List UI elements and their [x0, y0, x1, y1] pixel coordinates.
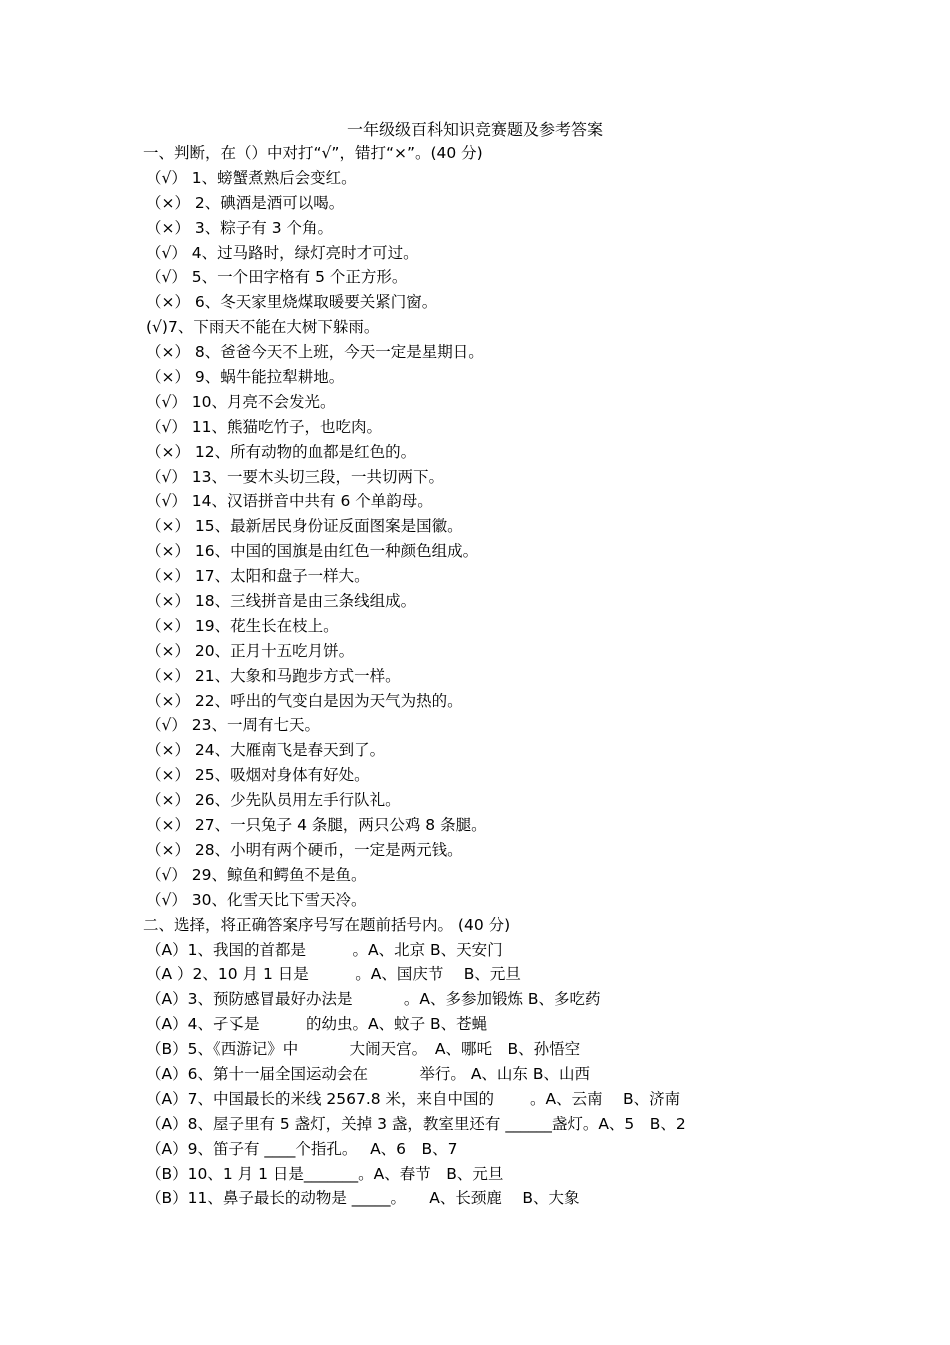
- judge-item-17: （×） 17、太阳和盘子一样大。: [146, 567, 370, 586]
- judge-item-24: （×） 24、大雁南飞是春天到了。: [146, 741, 386, 760]
- judge-item-12: （×） 12、所有动物的血都是红色的。: [146, 442, 417, 461]
- judge-item-14: （√） 14、汉语拼音中共有 6 个单韵母。: [146, 492, 433, 511]
- choice-item-8: （A）8、屋子里有 5 盏灯，关掉 3 盏，教室里还有 ______盏灯。A、5 B、2: [146, 1114, 686, 1133]
- judge-item-8: （×） 8、爸爸今天不上班，今天一定是星期日。: [146, 343, 484, 362]
- judge-item-7: (√)7、下雨天不能在大树下躲雨。: [146, 318, 380, 337]
- choice-item-2: （A ）2、10 月 1 日是 。A、国庆节 B、元旦: [146, 965, 521, 984]
- judge-item-13: （√） 13、一要木头切三段，一共切两下。: [146, 467, 445, 486]
- judge-item-22: （×） 22、呼出的气变白是因为天气为热的。: [146, 691, 463, 710]
- judge-item-30: （√） 30、化雪天比下雪天冷。: [146, 890, 367, 909]
- choice-item-9: （A）9、笛子有 ____个指孔。 A、6 B、7: [146, 1139, 458, 1158]
- judge-item-9: （×） 9、蜗牛能拉犁耕地。: [146, 368, 345, 387]
- judge-item-3: （×） 3、粽子有 3 个角。: [146, 218, 333, 237]
- question-list: [143, 141, 926, 1211]
- judge-item-21: （×） 21、大象和马跑步方式一样。: [146, 666, 401, 685]
- choice-item-1: （A）1、我国的首都是 。A、北京 B、天安门: [146, 940, 503, 959]
- judge-item-18: （×） 18、三线拼音是由三条线组成。: [146, 592, 417, 611]
- judge-item-25: （×） 25、吸烟对身体有好处。: [146, 766, 370, 785]
- judge-item-6: （×） 6、冬天家里烧煤取暖要关紧门窗。: [146, 293, 438, 312]
- judge-item-28: （×） 28、小明有两个硬币，一定是两元钱。: [146, 840, 463, 859]
- judge-item-29: （√） 29、鲸鱼和鳄鱼不是鱼。: [146, 865, 367, 884]
- section-two-heading: 二、选择，将正确答案序号写在题前括号内。 (40 分): [143, 915, 511, 934]
- choice-item-10: （B）10、1 月 1 日是_______。A、春节 B、元旦: [146, 1164, 504, 1183]
- judge-item-1: （√） 1、螃蟹煮熟后会变红。: [146, 168, 357, 187]
- judge-item-11: （√） 11、熊猫吃竹子，也吃肉。: [146, 417, 383, 436]
- document-title: 一年级级百科知识竞赛题及参考答案: [346, 120, 603, 139]
- judge-item-19: （×） 19、花生长在枝上。: [146, 616, 339, 635]
- judge-item-26: （×） 26、少先队员用左手行队礼。: [146, 791, 401, 810]
- choice-item-7: （A）7、中国最长的米线 2567.8 米，来自中国的 。A、云南 B、济南: [146, 1089, 681, 1108]
- choice-item-3: （A）3、预防感冒最好办法是 。A、多参加锻炼 B、多吃药: [146, 990, 601, 1009]
- choice-item-4: （A）4、孑孓是 的幼虫。A、蚊子 B、苍蝇: [146, 1015, 488, 1034]
- judge-item-4: （√） 4、过马路时，绿灯亮时才可过。: [146, 243, 419, 262]
- choice-item-5: （B）5、《西游记》中 大闹天宫。 A、哪吒 B、孙悟空: [146, 1040, 581, 1059]
- judge-item-15: （×） 15、最新居民身份证反面图案是国徽。: [146, 517, 463, 536]
- judge-item-5: （√） 5、一个田字格有 5 个正方形。: [146, 268, 408, 287]
- judge-item-10: （√） 10、月亮不会发光。: [146, 392, 336, 411]
- judge-item-23: （√） 23、一周有七天。: [146, 716, 321, 735]
- section-one-heading: 一、判断，在（）中对打“√”，错打“×”。(40 分): [143, 144, 483, 162]
- judge-item-16: （×） 16、中国的国旗是由红色一种颜色组成。: [146, 542, 479, 561]
- judge-item-2: （×） 2、碘酒是酒可以喝。: [146, 193, 345, 212]
- choice-item-6: （A）6、第十一届全国运动会在 举行。 A、山东 B、山西: [146, 1064, 590, 1083]
- choice-item-11: （B）11、鼻子最长的动物是 _____。 A、长颈鹿 B、大象: [146, 1189, 580, 1208]
- judge-item-20: （×） 20、正月十五吃月饼。: [146, 641, 355, 660]
- judge-item-27: （×） 27、一只兔子 4 条腿，两只公鸡 8 条腿。: [146, 816, 487, 835]
